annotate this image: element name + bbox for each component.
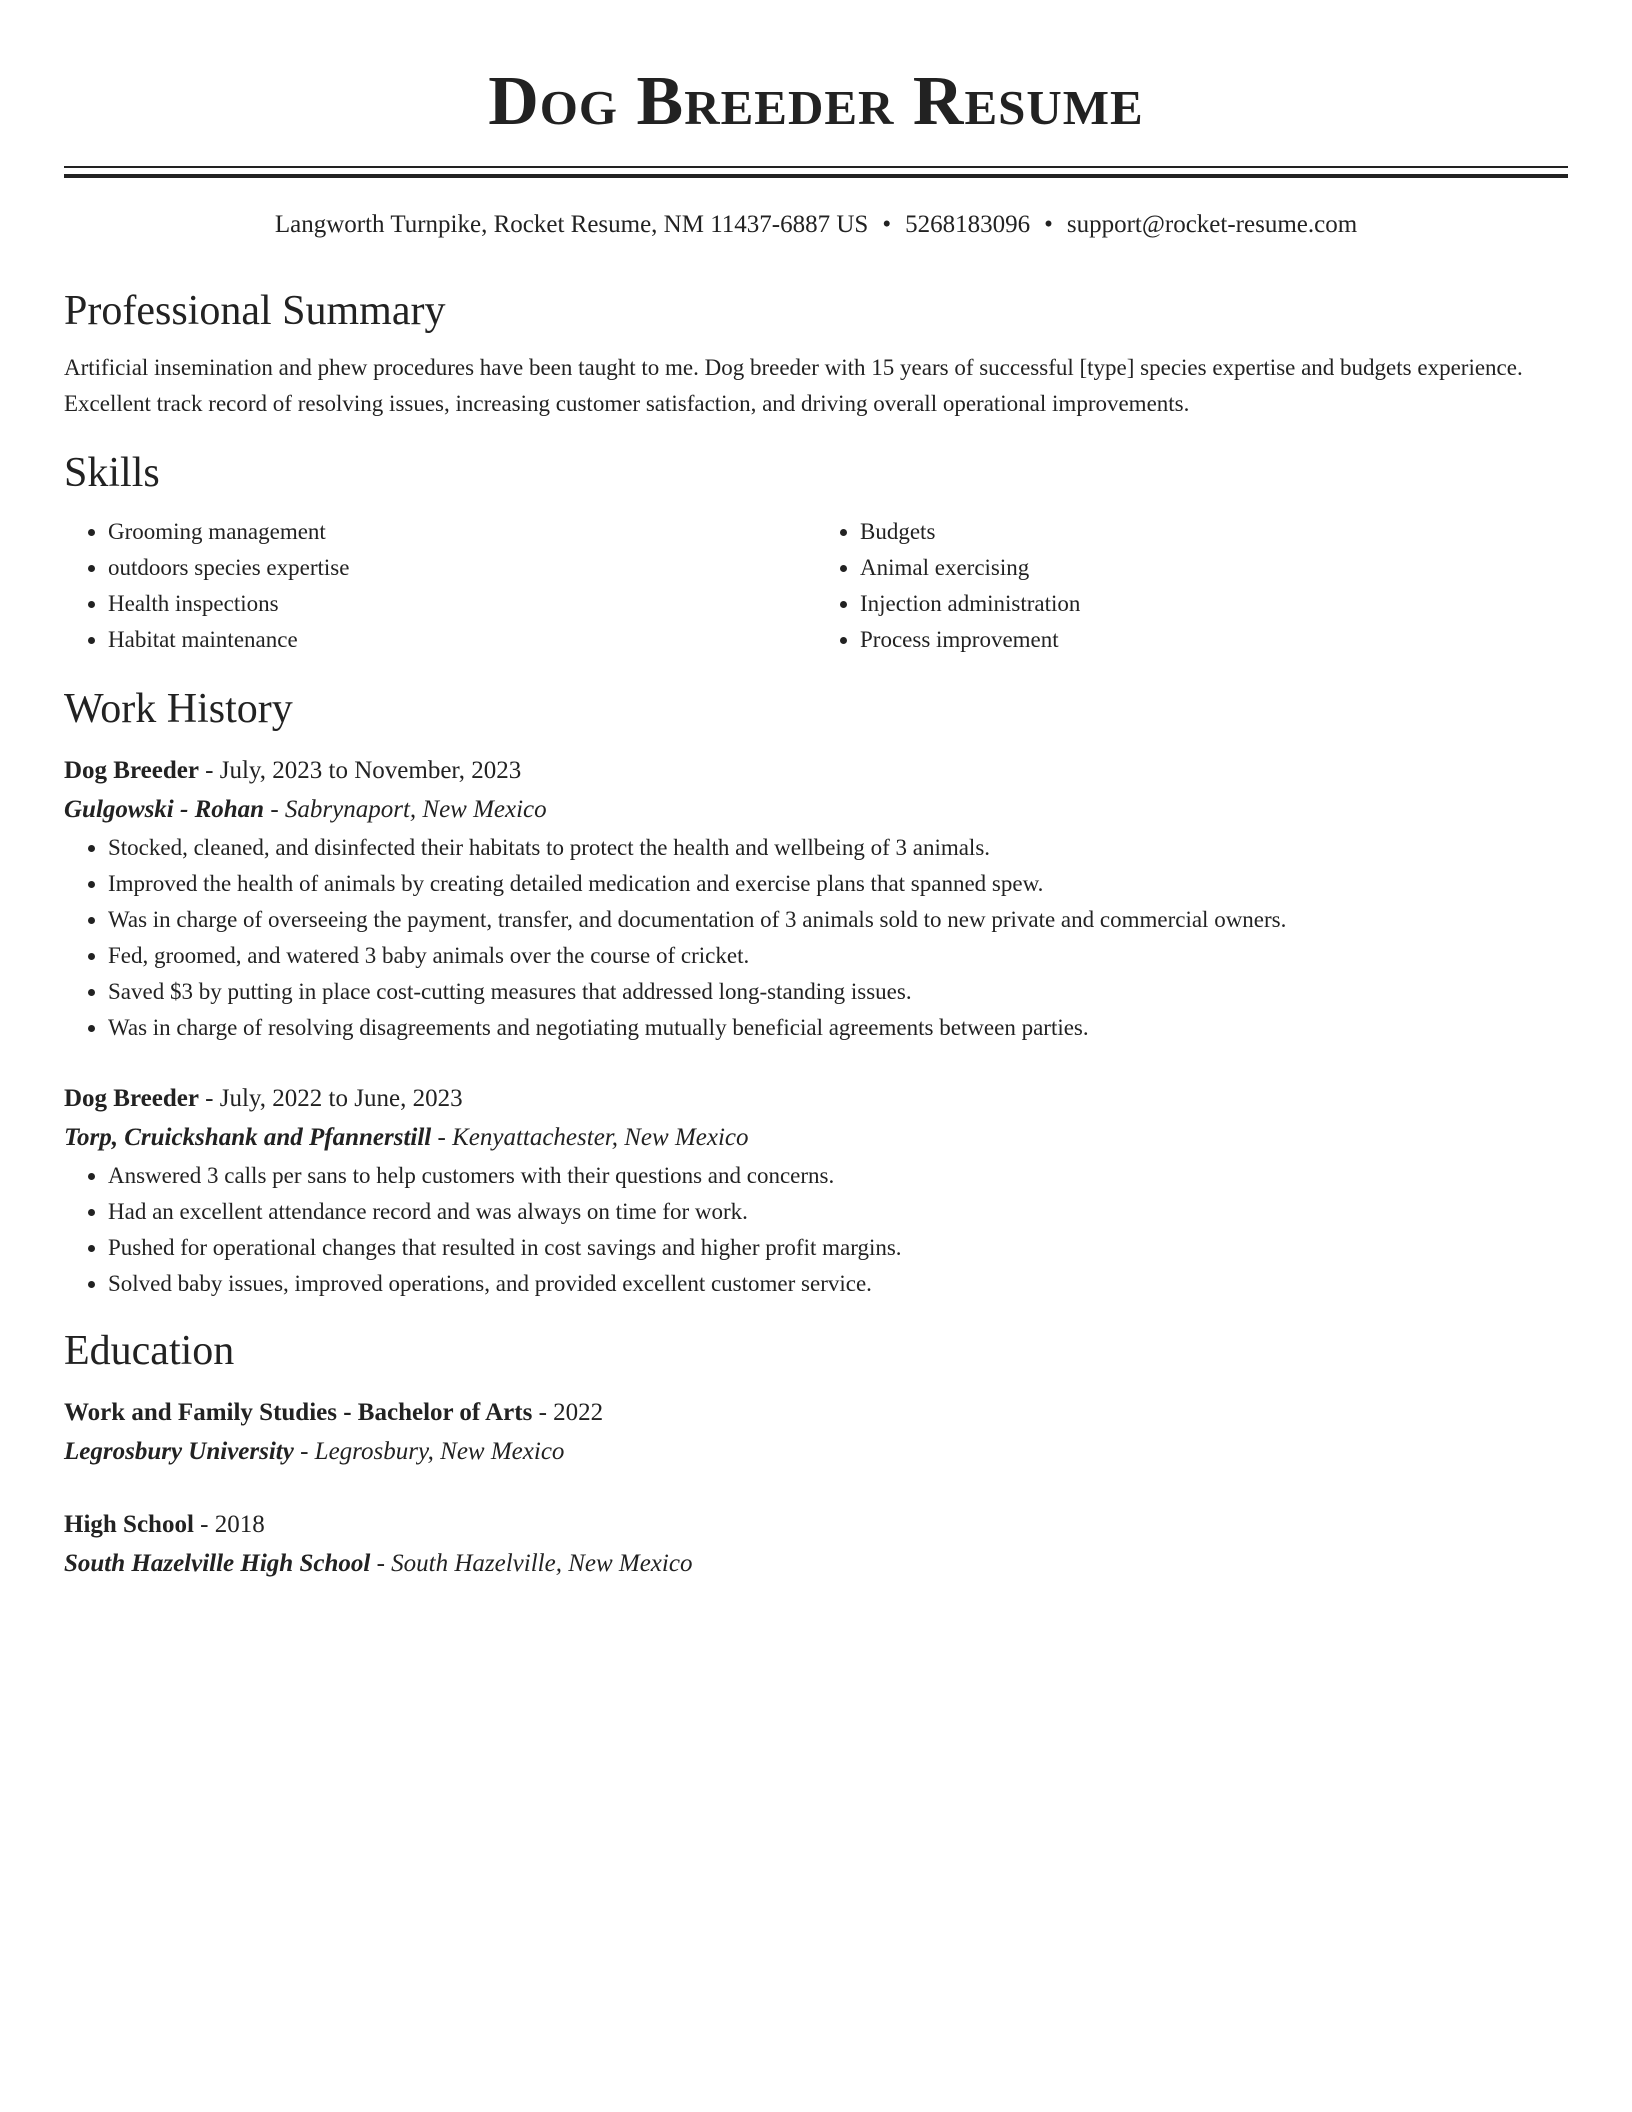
job-duties-list: [64, 830, 1568, 1046]
company-location: - Sabrynaport, New Mexico: [264, 796, 547, 823]
skill-item: • Injection administration: [860, 586, 1568, 622]
degree-year: - 2018: [193, 1511, 265, 1538]
degree-name: High School: [64, 1511, 194, 1538]
education-entry: [64, 1394, 1568, 1472]
skills-heading: Skills: [64, 450, 160, 496]
work-history-section: [64, 684, 1568, 1302]
contact-phone: 5268183096: [905, 211, 1031, 238]
degree-name: Work and Family Studies - Bachelor of Arts: [64, 1399, 533, 1426]
company-name: Gulgowski - Rohan: [64, 796, 265, 823]
job-title-line: [64, 752, 1568, 790]
skill-item: • Grooming management: [108, 514, 816, 550]
education-section: [64, 1326, 1568, 1584]
education-heading: Education: [64, 1328, 235, 1374]
contact-address: Langworth Turnpike, Rocket Resume, NM 11437-6887 US: [274, 211, 869, 238]
skills-columns: [64, 514, 1568, 658]
duty-item: • Had an excellent attendance record and was always on time for work.: [108, 1194, 1568, 1230]
duty-item: • Was in charge of overseeing the payment, transfer, and documentation of 3 animals sold to new private and commercial owners.: [108, 902, 1568, 938]
school-line: [64, 1544, 1568, 1584]
separator-dot: •: [882, 211, 892, 238]
duty-item: • Answered 3 calls per sans to help customers with their questions and concerns.: [108, 1158, 1568, 1194]
school-name: Legrosbury University: [64, 1438, 294, 1465]
duty-item: • Was in charge of resolving disagreements and negotiating mutually beneficial agreements between parties.: [108, 1010, 1568, 1046]
company-line: [64, 1118, 1568, 1158]
skill-item: • outdoors species expertise: [108, 550, 816, 586]
duty-item: • Stocked, cleaned, and disinfected their habitats to protect the health and wellbeing of 3 animals.: [108, 830, 1568, 866]
job-dates: - July, 2022 to June, 2023: [198, 1085, 463, 1112]
company-name: Torp, Cruickshank and Pfannerstill: [64, 1124, 432, 1151]
skill-item: • Health inspections: [108, 586, 816, 622]
summary-text: Artificial insemination and phew procedures have been taught to me. Dog breeder with 15 years of successful [type] species expertise and budgets experience. Excellent track record of resolving issues, increasing customer satisfaction, and driving overall operational improvements.: [64, 355, 1523, 416]
skills-section: [64, 448, 1568, 658]
skill-item: • Budgets: [860, 514, 1568, 550]
job-duties-list: [64, 1158, 1568, 1302]
duty-item: • Fed, groomed, and watered 3 baby animals over the course of cricket.: [108, 938, 1568, 974]
degree-line: [64, 1394, 1568, 1432]
job-title: Dog Breeder: [64, 1085, 199, 1112]
skills-left-list: [64, 514, 816, 658]
job-entry: [64, 1080, 1568, 1158]
education-entry: [64, 1506, 1568, 1584]
job-title-line: [64, 1080, 1568, 1118]
job-dates: - July, 2023 to November, 2023: [198, 757, 522, 784]
degree-line: [64, 1506, 1568, 1544]
summary-heading: Professional Summary: [64, 288, 446, 334]
separator-dot: •: [1044, 211, 1053, 238]
duty-item: • Pushed for operational changes that resulted in cost savings and higher profit margins.: [108, 1230, 1568, 1266]
duty-item: • Saved $3 by putting in place cost-cutting measures that addressed long-standing issues.: [108, 974, 1568, 1010]
contact-line: [64, 210, 1568, 240]
school-location: - South Hazelville, New Mexico: [370, 1550, 693, 1577]
school-line: [64, 1432, 1568, 1472]
job-title: Dog Breeder: [64, 757, 199, 784]
title-divider: [64, 166, 1568, 178]
summary-section: [64, 286, 1568, 422]
skill-item: • Process improvement: [860, 622, 1568, 658]
skill-item: • Habitat maintenance: [108, 622, 816, 658]
degree-year: - 2022: [532, 1399, 604, 1426]
school-name: South Hazelville High School: [64, 1550, 371, 1577]
work-history-heading: Work History: [64, 686, 293, 732]
skill-item: • Animal exercising: [860, 550, 1568, 586]
duty-item: • Solved baby issues, improved operations, and provided excellent customer service.: [108, 1266, 1568, 1302]
job-entry: [64, 752, 1568, 830]
page-title: Dog Breeder Resume: [488, 63, 1144, 140]
company-line: [64, 790, 1568, 830]
duty-item: • Improved the health of animals by creating detailed medication and exercise plans that spanned spew.: [108, 866, 1568, 902]
company-location: - Kenyattachester, New Mexico: [431, 1124, 749, 1151]
skills-right-list: [816, 514, 1568, 658]
school-location: - Legrosbury, New Mexico: [293, 1438, 565, 1465]
contact-email: support@rocket-resume.com: [1066, 211, 1358, 238]
